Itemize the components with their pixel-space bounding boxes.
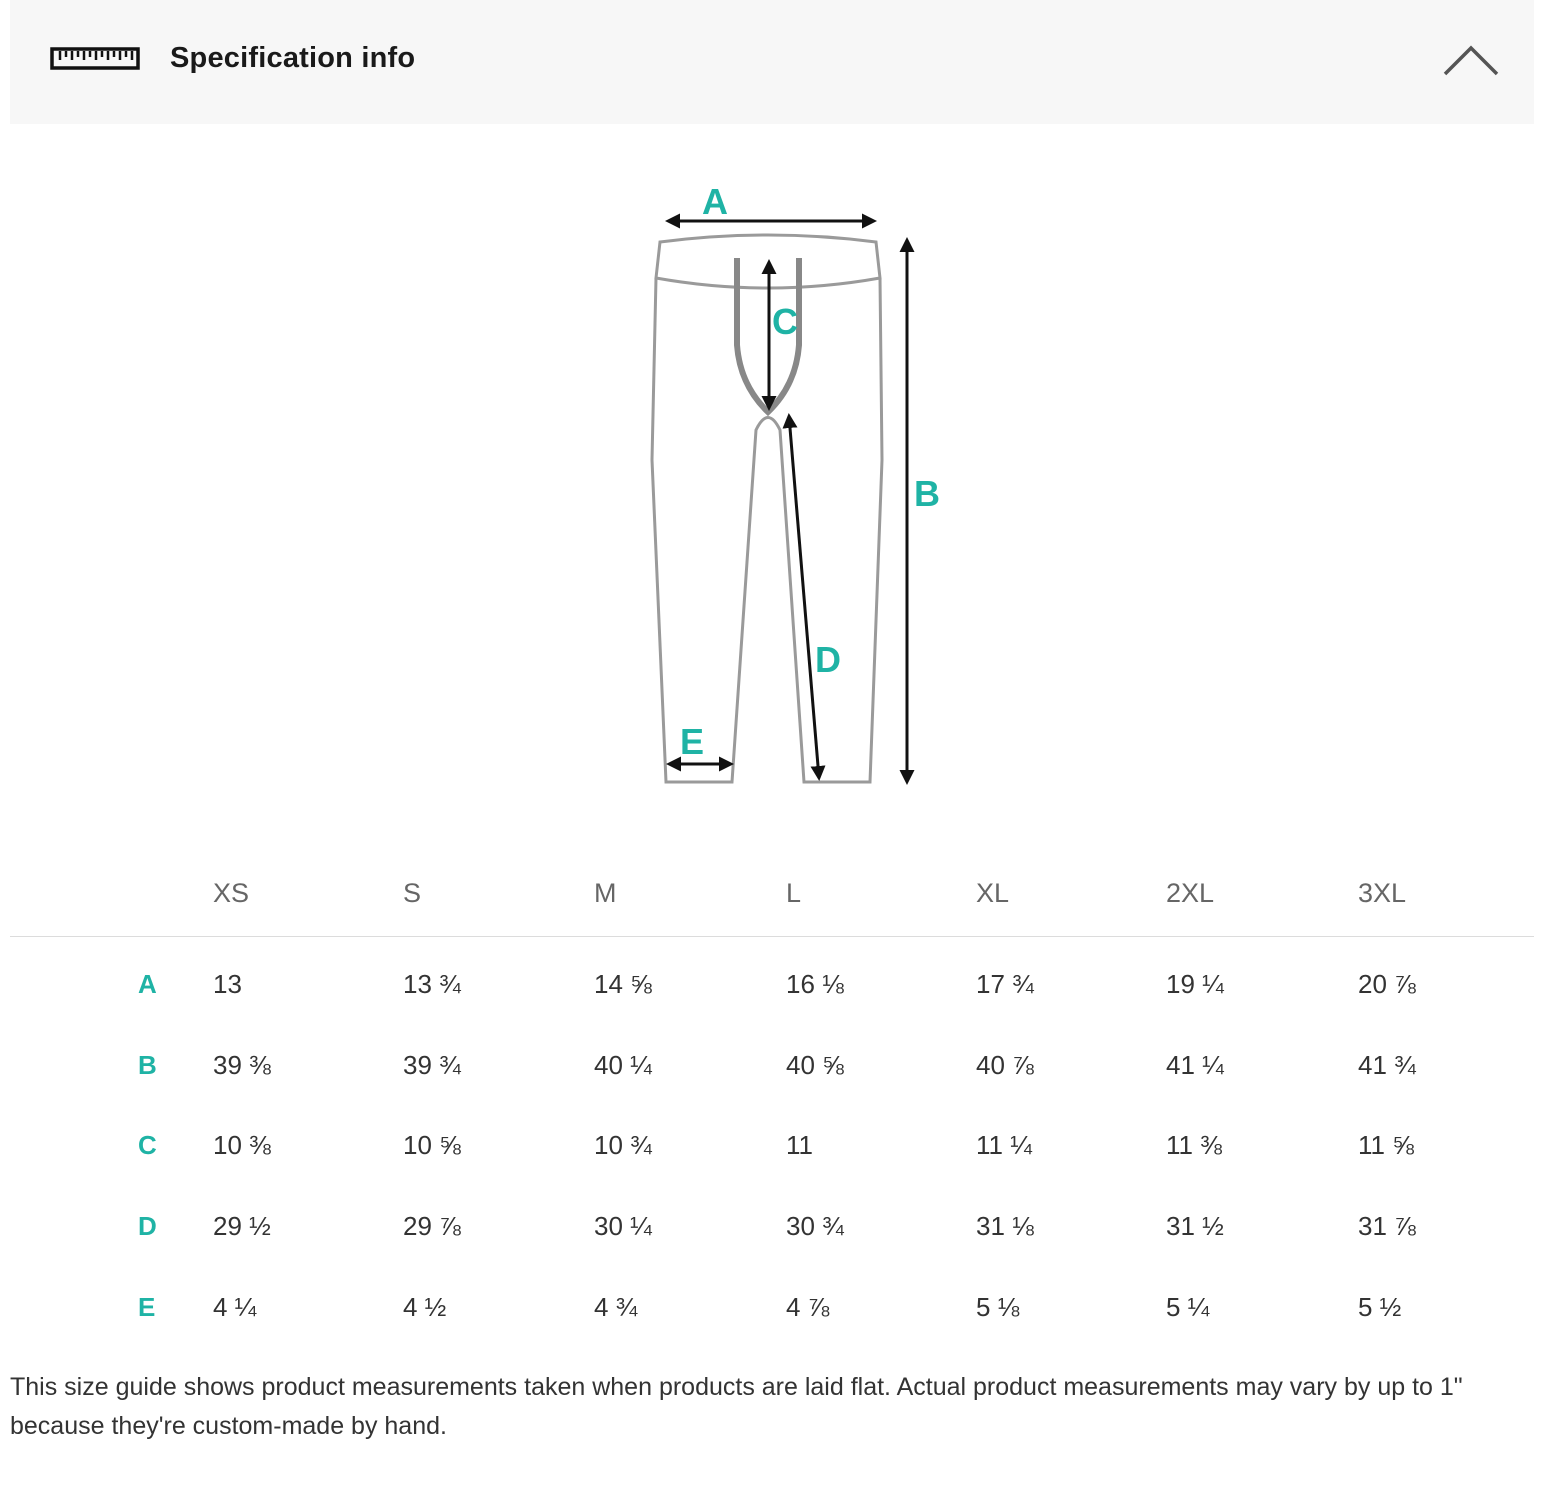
table-cell: 5 ⅛ (976, 1292, 1020, 1322)
table-cell: 30 ¼ (594, 1211, 652, 1241)
row-label: B (138, 1050, 157, 1080)
table-cell: 40 ⅞ (976, 1050, 1034, 1080)
label-b: B (914, 473, 940, 514)
measure-d-arrow (789, 416, 819, 778)
table-cell: 41 ¾ (1358, 1050, 1416, 1080)
table-cell: 17 ¾ (976, 969, 1034, 999)
table-cell: 11 (786, 1130, 813, 1160)
leggings-outline (652, 235, 882, 782)
size-header: XL (976, 878, 1010, 908)
table-row (10, 961, 1534, 1041)
row-label: A (138, 969, 157, 999)
size-header-row (10, 860, 1534, 937)
table-cell: 40 ¼ (594, 1050, 652, 1080)
table-cell: 19 ¼ (1166, 969, 1224, 999)
size-header: L (786, 878, 802, 908)
row-label: E (138, 1292, 156, 1322)
table-cell: 16 ⅛ (786, 969, 844, 999)
table-cell: 30 ¾ (786, 1211, 844, 1241)
table-row (10, 1201, 1534, 1281)
table-cell: 5 ¼ (1166, 1292, 1210, 1322)
table-cell: 40 ⅝ (786, 1050, 844, 1080)
table-cell: 20 ⅞ (1358, 969, 1416, 999)
table-cell: 14 ⅝ (594, 969, 652, 999)
label-c: C (772, 301, 798, 342)
label-e: E (680, 721, 705, 762)
table-cell: 31 ⅛ (976, 1211, 1034, 1241)
table-cell: 31 ⅞ (1358, 1211, 1416, 1241)
table-cell: 13 (213, 969, 242, 999)
table-cell: 39 ⅜ (213, 1050, 271, 1080)
table-cell: 4 ¾ (594, 1292, 638, 1322)
label-d: D (815, 639, 841, 680)
label-a: A (702, 181, 728, 222)
table-cell: 4 ½ (403, 1292, 447, 1322)
table-cell: 13 ¾ (403, 969, 461, 999)
table-cell: 11 ¼ (976, 1130, 1032, 1160)
table-cell: 10 ⅜ (213, 1130, 271, 1160)
table-cell: 11 ⅜ (1166, 1130, 1222, 1160)
row-label: C (138, 1130, 157, 1160)
table-cell: 39 ¾ (403, 1050, 461, 1080)
size-header: 2XL (1166, 878, 1215, 908)
size-header: 3XL (1358, 878, 1407, 908)
size-header: XS (213, 878, 250, 908)
size-guide-note: This size guide shows product measurements taken when products are laid flat. Actual product measurements may vary by up to 1" because they're custom-made by hand. (10, 1373, 1463, 1440)
table-cell: 4 ⅞ (786, 1292, 830, 1322)
size-header: M (594, 878, 617, 908)
table-cell: 5 ½ (1358, 1292, 1402, 1322)
spec-info-header[interactable] (10, 0, 1534, 124)
row-label: D (138, 1211, 157, 1241)
table-cell: 10 ⅝ (403, 1130, 461, 1160)
collapse-button[interactable] (1436, 34, 1506, 86)
leggings-diagram (600, 160, 1000, 820)
table-cell: 41 ¼ (1166, 1050, 1224, 1080)
table-cell: 4 ¼ (213, 1292, 257, 1322)
chevron-up-icon (1441, 42, 1501, 78)
size-header: S (403, 878, 422, 908)
size-table (10, 860, 1534, 1361)
table-cell: 29 ½ (213, 1211, 271, 1241)
table-cell: 11 ⅝ (1358, 1130, 1414, 1160)
page-title: Specification info (170, 42, 416, 74)
table-row (10, 1041, 1534, 1121)
table-cell: 10 ¾ (594, 1130, 652, 1160)
table-row (10, 1121, 1534, 1201)
ruler-icon (50, 46, 140, 72)
table-row (10, 1281, 1534, 1361)
table-cell: 29 ⅞ (403, 1211, 461, 1241)
table-cell: 31 ½ (1166, 1211, 1224, 1241)
